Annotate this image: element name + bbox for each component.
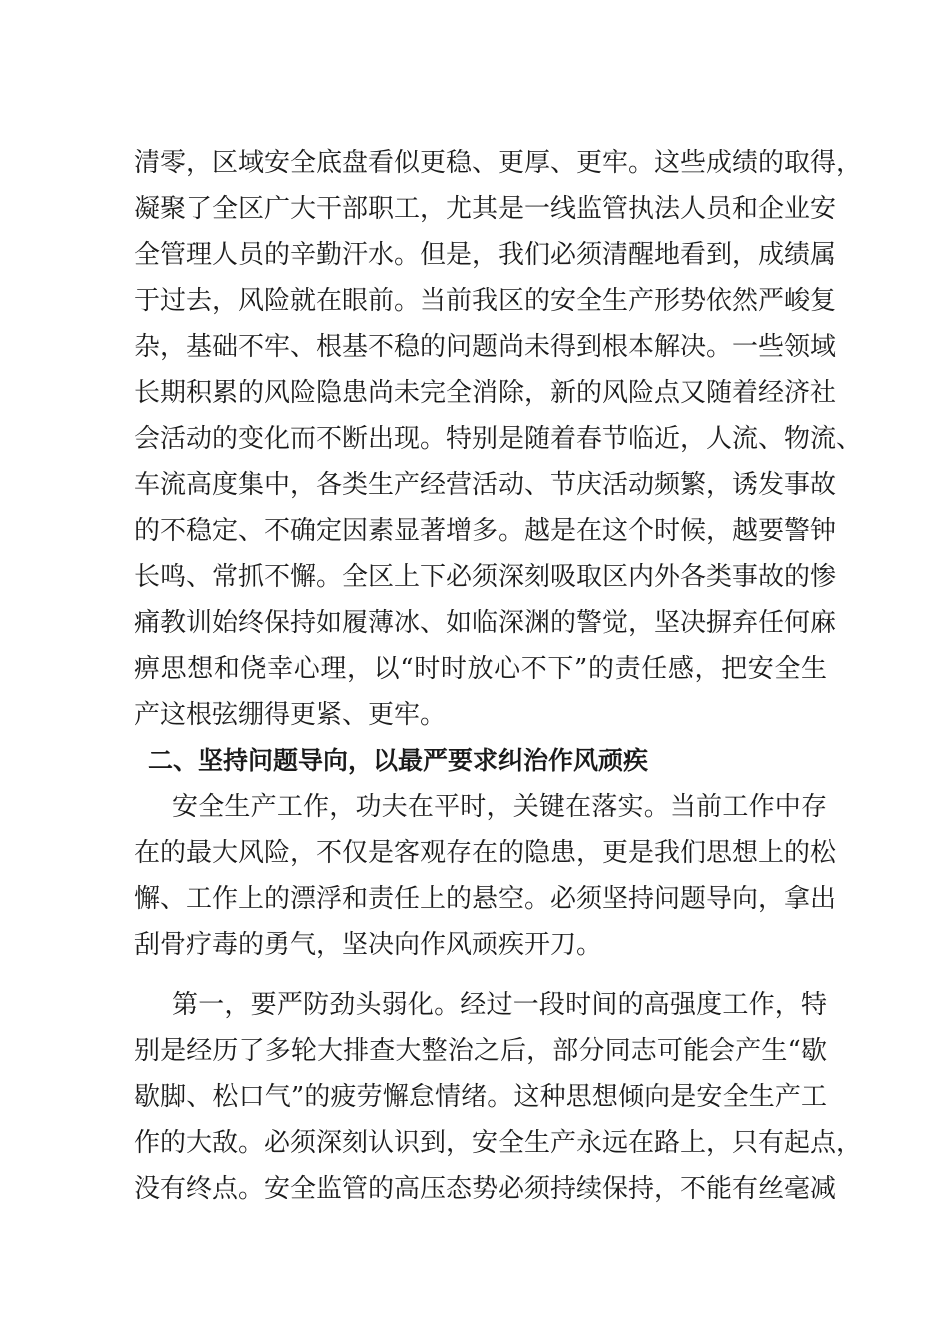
paragraph-2 xyxy=(134,784,837,968)
paragraph-3 xyxy=(134,982,863,1212)
text-line: 产这根弦绷得更紧、更牢。 xyxy=(134,700,447,730)
text-line: 长鸣、常抓不懈。全区上下必须深刻吸取区内外各类事故的惨 xyxy=(134,562,837,592)
text-line: 第一，要严防劲头弱化。经过一段时间的高强度工作，特 xyxy=(172,990,827,1020)
text-line: 凝聚了全区广大干部职工，尤其是一线监管执法人员和企业安 xyxy=(134,194,837,224)
text-line: 清零，区域安全底盘看似更稳、更厚、更牢。这些成绩的取得， xyxy=(134,148,863,178)
paragraph-1 xyxy=(134,140,863,738)
text-line: 长期积累的风险隐患尚未完全消除，新的风险点又随着经济社 xyxy=(134,378,837,408)
text-line: 会活动的变化而不断出现。特别是随着春节临近，人流、物流、 xyxy=(134,424,863,454)
text-line: 痛教训始终保持如履薄冰、如临深渊的警觉，坚决摒弃任何麻 xyxy=(134,608,837,638)
text-line: 懈、工作上的漂浮和责任上的悬空。必须坚持问题导向，拿出 xyxy=(134,884,837,914)
text-line: 歇脚、松口气”的疲劳懈怠情绪。这种思想倾向是安全生产工 xyxy=(134,1082,827,1112)
text-line: 安全生产工作，功夫在平时，关键在落实。当前工作中存 xyxy=(172,792,827,822)
paragraph-spacer xyxy=(134,968,827,982)
section-heading: 二、坚持问题导向，以最严要求纠治作风顽疾 xyxy=(148,746,649,775)
text-line: 别是经历了多轮大排查大整治之后，部分同志可能会产生“歇 xyxy=(134,1036,827,1066)
document-body xyxy=(134,140,863,1212)
text-line: 全管理人员的辛勤汗水。但是，我们必须清醒地看到，成绩属 xyxy=(134,240,837,270)
text-line: 没有终点。安全监管的高压态势必须持续保持，不能有丝毫减 xyxy=(134,1174,837,1204)
text-line: 痹思想和侥幸心理，以“时时放心不下”的责任感，把安全生 xyxy=(134,654,827,684)
text-line: 刮骨疗毒的勇气，坚决向作风顽疾开刀。 xyxy=(134,930,603,960)
text-line: 作的大敌。必须深刻认识到，安全生产永远在路上，只有起点， xyxy=(134,1128,863,1158)
text-line: 在的最大风险，不仅是客观存在的隐患，更是我们思想上的松 xyxy=(134,838,837,868)
text-line: 于过去，风险就在眼前。当前我区的安全生产形势依然严峻复 xyxy=(134,286,837,316)
text-line: 车流高度集中，各类生产经营活动、节庆活动频繁，诱发事故 xyxy=(134,470,837,500)
text-line: 杂，基础不牢、根基不稳的问题尚未得到根本解决。一些领域 xyxy=(134,332,837,362)
text-line: 的不稳定、不确定因素显著增多。越是在这个时候，越要警钟 xyxy=(134,516,837,546)
